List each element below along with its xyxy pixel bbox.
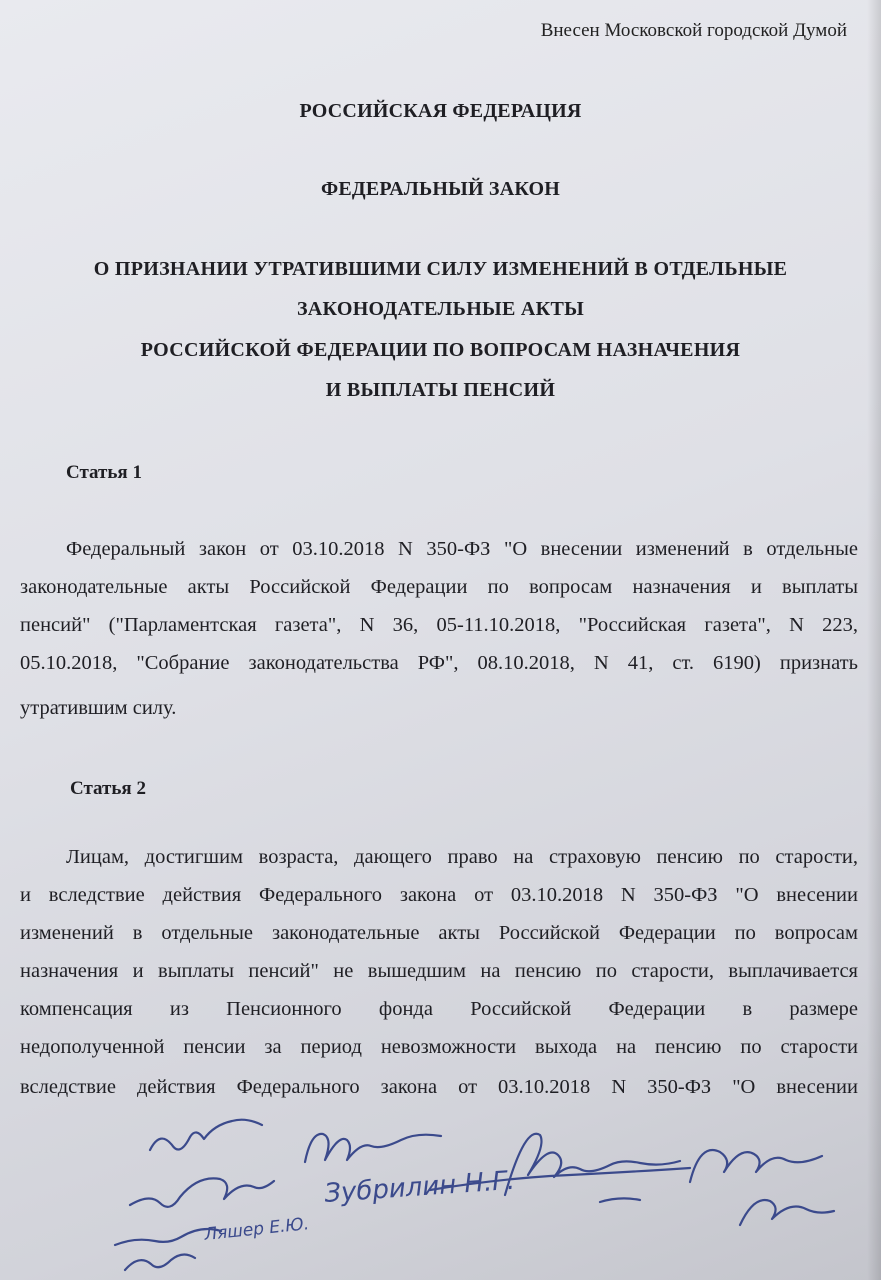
article-text-line: законодательные акты Российской Федерации по вопросам назначения и выплаты xyxy=(20,576,858,598)
law-title-line: О ПРИЗНАНИИ УТРАТИВШИМИ СИЛУ ИЗМЕНЕНИЙ В ОТДЕЛЬНЫЕ xyxy=(93,258,788,280)
article-text-line: Лицам, достигшим возраста, дающего право на страховую пенсию по старости, xyxy=(66,846,858,868)
article-text-line: Федеральный закон от 03.10.2018 N 350-ФЗ "О внесении изменений в отдельные xyxy=(66,538,858,560)
signature-scribble xyxy=(130,1178,274,1206)
article-text-line: компенсация из Пенсионного фонда Российской Федерации в размере xyxy=(20,998,858,1020)
signature-name-text: Ляшер Е.Ю. xyxy=(203,1214,311,1245)
article-text-line: и вследствие действия Федерального закона от 03.10.2018 N 350-ФЗ "О внесении xyxy=(20,884,858,906)
signature-scribble xyxy=(125,1254,195,1270)
law-title-line: РОССИЙСКОЙ ФЕДЕРАЦИИ ПО ВОПРОСАМ НАЗНАЧЕНИЯ xyxy=(140,339,741,361)
article-text-line: вследствие действия Федерального закона от 03.10.2018 N 350-ФЗ "О внесении xyxy=(20,1076,858,1098)
signature-scribble xyxy=(740,1200,834,1225)
article-text-line: изменений в отдельные законодательные акты Российской Федерации по вопросам xyxy=(20,922,858,944)
signature-scribble xyxy=(305,1134,441,1162)
article-text-line: пенсий" ("Парламентская газета", N 36, 05-11.10.2018, "Российская газета", N 223, xyxy=(20,614,858,636)
law-title-line: ЗАКОНОДАТЕЛЬНЫЕ АКТЫ xyxy=(296,298,585,320)
article-text-line: недополученной пенсии за период невозможности выхода на пенсию по старости xyxy=(20,1036,858,1058)
article-text-line: утратившим силу. xyxy=(20,697,177,719)
handwritten-signatures xyxy=(0,1110,881,1280)
signature-scribble xyxy=(600,1198,640,1202)
document-type-heading: ФЕДЕРАЛЬНЫЙ ЗАКОН xyxy=(320,178,561,200)
article-heading: Статья 2 xyxy=(70,778,146,799)
signature-scribble xyxy=(690,1150,822,1182)
article-text-line: назначения и выплаты пенсий" не вышедшим на пенсию по старости, выплачивается xyxy=(20,960,858,982)
signature-name-text: Зубрилин Н.Г. xyxy=(323,1165,516,1209)
signature-scribble xyxy=(150,1120,262,1150)
article-heading: Статья 1 xyxy=(66,462,142,483)
submitted-by-note: Внесен Московской городской Думой xyxy=(540,20,847,41)
signature-scribble xyxy=(505,1134,680,1195)
law-title-line: И ВЫПЛАТЫ ПЕНСИЙ xyxy=(325,379,556,401)
country-heading: РОССИЙСКАЯ ФЕДЕРАЦИЯ xyxy=(299,100,582,122)
article-text-line: 05.10.2018, "Собрание законодательства РФ", 08.10.2018, N 41, ст. 6190) признать xyxy=(20,652,858,674)
